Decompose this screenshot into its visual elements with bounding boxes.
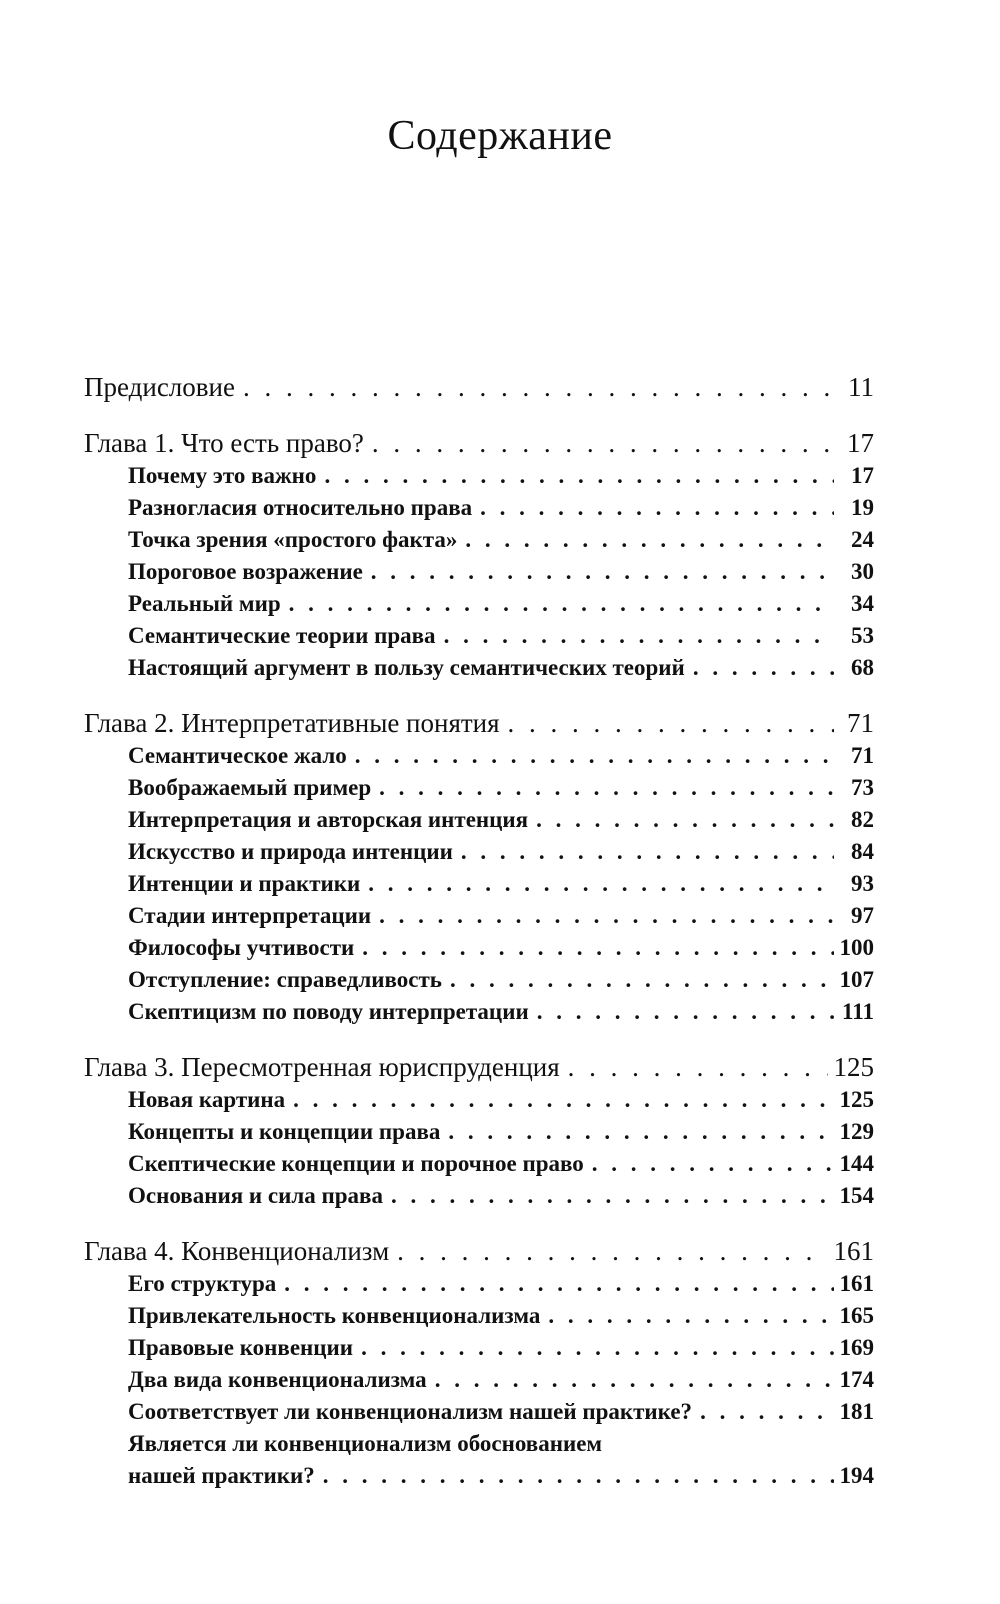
dot-leader bbox=[448, 1116, 833, 1148]
page-number: 17 bbox=[851, 463, 874, 488]
dot-leader bbox=[323, 1460, 834, 1492]
subentry-title: Правовые конвенции bbox=[128, 1335, 354, 1360]
subentry-title: Скептицизм по поводу интерпретации bbox=[128, 999, 529, 1024]
toc-section-chapter-1 bbox=[84, 426, 874, 684]
subentry-title: Отступление: справедливость bbox=[128, 967, 442, 992]
page-number: 181 bbox=[839, 1399, 874, 1424]
toc-subentry-first-line[interactable] bbox=[84, 1428, 874, 1460]
page-title: Содержание bbox=[387, 113, 613, 159]
page-number: 154 bbox=[839, 1183, 874, 1208]
chapter-title: Глава 3. Пересмотренная юриспруденция bbox=[84, 1052, 560, 1082]
subentry-title: Семантическое жало bbox=[128, 743, 347, 768]
page-number: 11 bbox=[848, 372, 874, 402]
dot-leader bbox=[480, 492, 834, 524]
subentry-title: Его структура bbox=[128, 1271, 277, 1296]
toc-subentry[interactable] bbox=[84, 1364, 874, 1396]
subentry-title: Пороговое возражение bbox=[128, 559, 363, 584]
dot-leader bbox=[508, 706, 834, 740]
toc-subentry[interactable] bbox=[84, 1148, 874, 1180]
dot-leader bbox=[379, 772, 834, 804]
subentry-title: Философы учтивости bbox=[128, 935, 355, 960]
dot-leader bbox=[243, 370, 834, 404]
toc-subentry[interactable] bbox=[84, 1332, 874, 1364]
toc-subentry[interactable] bbox=[84, 1268, 874, 1300]
page-number: 68 bbox=[851, 655, 874, 680]
toc-chapter-entry[interactable] bbox=[84, 1050, 874, 1084]
toc-subentry[interactable] bbox=[84, 1084, 874, 1116]
dot-leader bbox=[461, 836, 834, 868]
toc-section-preface bbox=[84, 370, 874, 404]
dot-leader bbox=[361, 1332, 833, 1364]
chapter-title: Глава 4. Конвенционализм bbox=[84, 1236, 390, 1266]
subentry-title: Привлекательность конвенционализма bbox=[128, 1303, 541, 1328]
page-number: 71 bbox=[847, 708, 874, 738]
page-number: 34 bbox=[851, 591, 874, 616]
page-number: 71 bbox=[851, 743, 874, 768]
subentry-title: Два вида конвенционализма bbox=[128, 1367, 427, 1392]
toc-subentry[interactable] bbox=[84, 620, 874, 652]
subentry-title: Основания и сила права bbox=[128, 1183, 383, 1208]
subentry-title: Почему это важно bbox=[128, 463, 317, 488]
dot-leader bbox=[397, 1234, 827, 1268]
chapter-title: Глава 2. Интерпретативные понятия bbox=[84, 708, 500, 738]
toc-subentry[interactable] bbox=[84, 1300, 874, 1332]
page-number: 84 bbox=[851, 839, 874, 864]
subentry-title: Концепты и концепции права bbox=[128, 1119, 441, 1144]
toc-subentry[interactable] bbox=[84, 996, 874, 1028]
toc-section-chapter-2 bbox=[84, 706, 874, 1028]
toc-subentry[interactable] bbox=[84, 900, 874, 932]
dot-leader bbox=[536, 804, 834, 836]
page-number: 100 bbox=[839, 935, 874, 960]
page-number: 144 bbox=[839, 1151, 874, 1176]
subentry-title: Разногласия относительно права bbox=[128, 495, 473, 520]
toc-section-chapter-3 bbox=[84, 1050, 874, 1212]
subentry-title: Новая картина bbox=[128, 1087, 286, 1112]
toc-chapter-entry[interactable] bbox=[84, 706, 874, 740]
subentry-title: Настоящий аргумент в пользу семантических теорий bbox=[128, 655, 685, 680]
page-number: 24 bbox=[851, 527, 874, 552]
toc-subentry[interactable] bbox=[84, 964, 874, 996]
subentry-title: Соответствует ли конвенционализм нашей практике? bbox=[128, 1399, 693, 1424]
subentry-title: Интенции и практики bbox=[128, 871, 361, 896]
dot-leader bbox=[450, 964, 834, 996]
toc-subentry[interactable] bbox=[84, 1180, 874, 1212]
toc-subentry[interactable] bbox=[84, 740, 874, 772]
table-of-contents bbox=[84, 370, 874, 1514]
dot-leader bbox=[693, 652, 834, 684]
chapter-title: Глава 1. Что есть право? bbox=[84, 428, 364, 458]
page-number: 194 bbox=[839, 1463, 874, 1488]
subentry-title: Интерпретация и авторская интенция bbox=[128, 807, 529, 832]
toc-chapter-entry[interactable] bbox=[84, 370, 874, 404]
dot-leader bbox=[289, 588, 834, 620]
toc-subentry[interactable] bbox=[84, 460, 874, 492]
subentry-title: Реальный мир bbox=[128, 591, 281, 616]
page-number: 30 bbox=[851, 559, 874, 584]
dot-leader bbox=[391, 1180, 834, 1212]
subentry-title: Точка зрения «простого факта» bbox=[128, 527, 458, 552]
subentry-title: Скептические концепции и порочное право bbox=[128, 1151, 584, 1176]
page-number: 73 bbox=[851, 775, 874, 800]
toc-subentry[interactable] bbox=[84, 772, 874, 804]
toc-subentry[interactable] bbox=[84, 588, 874, 620]
toc-subentry[interactable] bbox=[84, 1116, 874, 1148]
page-number: 165 bbox=[839, 1303, 874, 1328]
dot-leader bbox=[371, 556, 834, 588]
subentry-title: Воображаемый пример bbox=[128, 775, 372, 800]
dot-leader bbox=[284, 1268, 833, 1300]
dot-leader bbox=[592, 1148, 834, 1180]
subentry-title: Является ли конвенционализм обоснованием bbox=[128, 1431, 603, 1456]
subentry-title-continuation: нашей практики? bbox=[128, 1463, 315, 1488]
dot-leader bbox=[379, 900, 834, 932]
dot-leader bbox=[362, 932, 833, 964]
toc-chapter-entry[interactable] bbox=[84, 1234, 874, 1268]
dot-leader bbox=[465, 524, 834, 556]
dot-leader bbox=[324, 460, 834, 492]
toc-subentry[interactable] bbox=[84, 804, 874, 836]
page-number: 111 bbox=[842, 999, 874, 1024]
dot-leader bbox=[372, 426, 834, 460]
dot-leader bbox=[444, 620, 834, 652]
toc-subentry[interactable] bbox=[84, 932, 874, 964]
page-number: 93 bbox=[851, 871, 874, 896]
subentry-title: Стадии интерпретации bbox=[128, 903, 372, 928]
page-number: 174 bbox=[839, 1367, 874, 1392]
toc-subentry[interactable] bbox=[84, 492, 874, 524]
page-number: 82 bbox=[851, 807, 874, 832]
subentry-title: Семантические теории права bbox=[128, 623, 436, 648]
page-number: 19 bbox=[851, 495, 874, 520]
subentry-title: Искусство и природа интенции bbox=[128, 839, 453, 864]
dot-leader bbox=[355, 740, 834, 772]
page-number: 97 bbox=[851, 903, 874, 928]
toc-subentry[interactable] bbox=[84, 652, 874, 684]
page-number: 53 bbox=[851, 623, 874, 648]
page-number: 169 bbox=[839, 1335, 874, 1360]
page-number: 125 bbox=[833, 1052, 874, 1082]
dot-leader bbox=[368, 868, 834, 900]
toc-subentry[interactable] bbox=[84, 1460, 874, 1492]
dot-leader bbox=[700, 1396, 833, 1428]
dot-leader bbox=[435, 1364, 834, 1396]
toc-subentry[interactable] bbox=[84, 1396, 874, 1428]
page-number: 129 bbox=[839, 1119, 874, 1144]
chapter-title: Предисловие bbox=[84, 372, 235, 402]
toc-subentry[interactable] bbox=[84, 868, 874, 900]
page-number: 17 bbox=[847, 428, 874, 458]
toc-subentry[interactable] bbox=[84, 836, 874, 868]
dot-leader bbox=[548, 1300, 833, 1332]
page-number: 107 bbox=[839, 967, 874, 992]
dot-leader bbox=[568, 1050, 828, 1084]
toc-subentry[interactable] bbox=[84, 556, 874, 588]
page-number: 125 bbox=[839, 1087, 874, 1112]
dot-leader bbox=[293, 1084, 833, 1116]
dot-leader bbox=[537, 996, 834, 1028]
toc-subentry[interactable] bbox=[84, 524, 874, 556]
toc-chapter-entry[interactable] bbox=[84, 426, 874, 460]
toc-section-chapter-4 bbox=[84, 1234, 874, 1492]
page-number: 161 bbox=[839, 1271, 874, 1296]
page-number: 161 bbox=[833, 1236, 874, 1266]
